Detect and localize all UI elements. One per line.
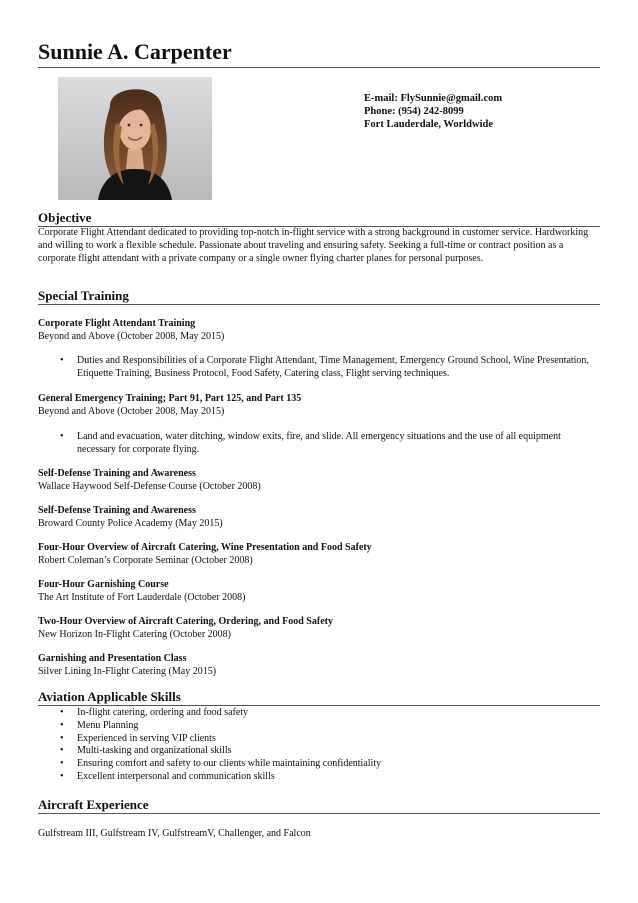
bullet-glyph: • — [60, 355, 64, 366]
bullet-glyph: • — [60, 719, 64, 731]
special-training-heading: Special Training — [38, 288, 129, 303]
training-provider: Robert Coleman’s Corporate Seminar (October 2008) — [38, 554, 253, 566]
training-title: Self-Defense Training and Awareness — [38, 468, 196, 479]
bullet-glyph: • — [60, 707, 64, 718]
contact-block — [364, 92, 502, 131]
skill-text: Multi-tasking and organizational skills — [77, 745, 232, 757]
training-provider: The Art Institute of Fort Lauderdale (October 2008) — [38, 591, 246, 603]
skills-list — [58, 707, 600, 784]
list-item — [58, 745, 600, 758]
skill-text: In-flight catering, ordering and food safety — [77, 707, 249, 718]
list-item — [58, 355, 600, 381]
list-item — [58, 431, 600, 457]
training-bullets — [58, 355, 600, 381]
objective-text: Corporate Flight Attendant dedicated to providing top-notch in-flight service with a strong background in customer service. Hardworking and willing to work a flexible schedule. Passionate about traveling and ensuring safety. Seeking a full-time or contract position as a corporate flight attendant with a private company or a single owner flying charter planes for personal purposes. — [38, 227, 589, 265]
aircraft-heading: Aircraft Experience — [38, 797, 149, 812]
bullet-text: Duties and Responsibilities of a Corporate Flight Attendant, Time Management, Emergency Ground School, Wine Presentation, Etiquette Training, Business Protocol, Food Safety, Catering class, Flight serving techniques. — [77, 355, 589, 379]
list-item — [58, 771, 600, 784]
list-item — [58, 707, 600, 720]
training-entry — [38, 579, 600, 604]
skills-heading: Aviation Applicable Skills — [38, 689, 181, 704]
contact-phone: Phone: (954) 242-8099 — [364, 106, 464, 117]
skill-text: Ensuring comfort and safety to our clients while maintaining confidentiality — [77, 758, 382, 770]
training-title: Four-Hour Overview of Aircraft Catering, Wine Presentation and Food Safety — [38, 542, 372, 553]
aircraft-divider — [38, 813, 600, 814]
header-divider — [38, 67, 600, 68]
contact-email: E-mail: FlySunnie@gmail.com — [364, 93, 503, 104]
skill-text: Experienced in serving VIP clients — [77, 732, 216, 744]
training-provider: Silver Lining In-Flight Catering (May 2015) — [38, 665, 217, 677]
training-provider: Broward County Police Academy (May 2015) — [38, 517, 223, 529]
training-title: General Emergency Training; Part 91, Part 125, and Part 135 — [38, 393, 302, 404]
contact-location: Fort Lauderdale, Worldwide — [364, 119, 494, 130]
training-provider: New Horizon In-Flight Catering (October 2008) — [38, 628, 232, 640]
training-entry — [38, 318, 600, 343]
bullet-text: Land and evacuation, water ditching, window exits, fire, and slide. All emergency situations and the use of all equipment necessary for corporate flying. — [77, 431, 561, 455]
aircraft-text: Gulfstream III, Gulfstream IV, GulfstreamV, Challenger, and Falcon — [38, 828, 311, 839]
skill-text: Menu Planning — [77, 719, 139, 731]
training-title: Garnishing and Presentation Class — [38, 653, 187, 664]
objective-heading: Objective — [38, 210, 92, 225]
portrait-illustration — [58, 77, 212, 200]
bullet-glyph: • — [60, 758, 64, 770]
training-title: Four-Hour Garnishing Course — [38, 579, 169, 590]
training-entry — [38, 542, 600, 567]
training-entry — [38, 468, 600, 493]
profile-photo — [58, 77, 212, 200]
training-entry — [38, 616, 600, 641]
training-entry — [38, 393, 600, 418]
bullet-glyph: • — [60, 745, 64, 757]
list-item — [58, 758, 600, 771]
skill-text: Excellent interpersonal and communication skills — [77, 770, 275, 782]
candidate-name: Sunnie A. Carpenter — [38, 39, 232, 64]
list-item — [58, 733, 600, 746]
training-entry — [38, 653, 600, 678]
special-training-divider — [38, 304, 600, 305]
bullet-glyph: • — [60, 431, 64, 442]
training-title: Two-Hour Overview of Aircraft Catering, Ordering, and Food Safety — [38, 616, 333, 627]
training-title: Corporate Flight Attendant Training — [38, 318, 196, 329]
training-provider: Beyond and Above (October 2008, May 2015) — [38, 330, 225, 342]
skills-divider — [38, 705, 600, 706]
bullet-glyph: • — [60, 770, 64, 782]
training-bullets — [58, 431, 600, 457]
training-provider: Beyond and Above (October 2008, May 2015) — [38, 405, 225, 417]
training-title: Self-Defense Training and Awareness — [38, 505, 196, 516]
bullet-glyph: • — [60, 732, 64, 744]
list-item — [58, 720, 600, 733]
training-entry — [38, 505, 600, 530]
training-provider: Wallace Haywood Self-Defense Course (October 2008) — [38, 480, 261, 492]
